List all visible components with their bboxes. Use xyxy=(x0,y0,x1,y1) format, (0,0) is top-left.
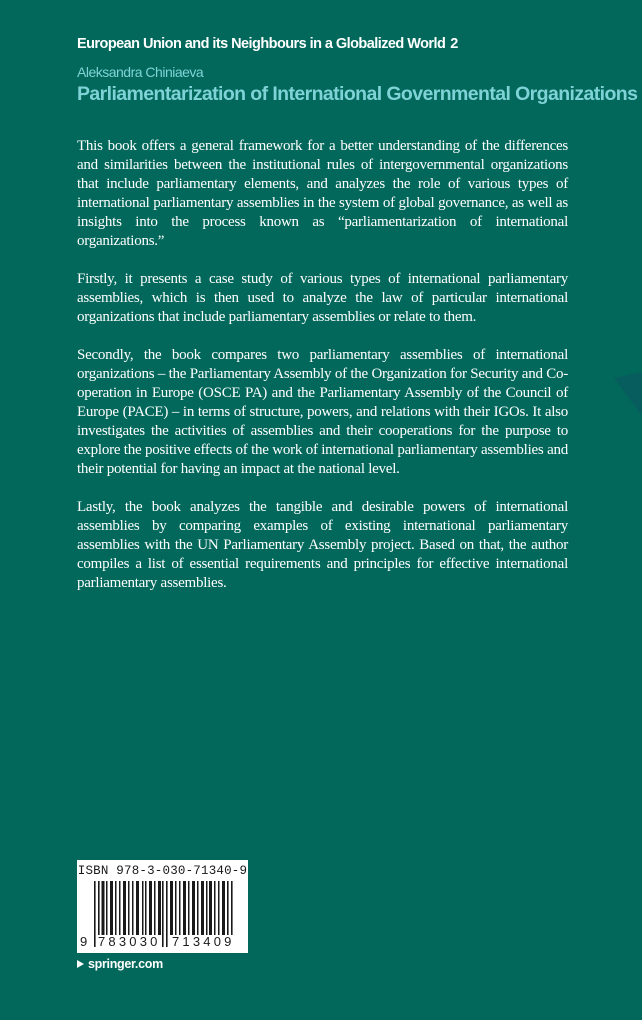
series-volume: 2 xyxy=(450,36,458,52)
blurb-paragraph-4: Lastly, the book analyzes the tangible and desirable powers of international assemblies by comparing examples of existing international parliamentary assemblies with the UN Parliamentary Assembly project. Based on that, the author compiles a list of essential requirements and principles for effective international parliamentary assemblies. xyxy=(77,499,568,591)
blurb xyxy=(77,137,568,612)
isbn-barcode xyxy=(77,860,248,953)
ean-left-digits: 783030 xyxy=(98,934,161,949)
ean-first-digit: 9 xyxy=(80,934,88,949)
series-title xyxy=(77,36,458,52)
series-name: European Union and its Neighbours in a Globalized World xyxy=(77,36,446,52)
ean-right-digits: 713409 xyxy=(172,934,235,949)
author-name: Aleksandra Chiniaeva xyxy=(77,64,204,80)
springer-link-text: springer.com xyxy=(88,957,163,971)
play-arrow-icon xyxy=(77,960,84,968)
blurb-paragraph-1: This book offers a general framework for a better understanding of the differences and similarities between the institutional rules of intergovernmental organizations that include parliamentary elements, and analyzes the role of various types of international parliamentary assemblies in the system of global governance, as well as insights into the process known as “parliamentarization of international organizations.” xyxy=(77,138,568,249)
blurb-paragraph-3: Secondly, the book compares two parliamentary assemblies of international organizations – the Parliamentary Assembly of the Organization for Security and Co-operation in Europe (OSCE PA) and the Parliamentary Assembly of the Council of Europe (PACE) – in terms of structure, powers, and relations with their IGOs. It also investigates the activities of assemblies and their cooperations for the purpose to explore the positive effects of the work of international parliamentary assemblies and their potential for having an impact at the national level. xyxy=(77,347,568,477)
blurb-paragraph-2: Firstly, it presents a case study of various types of international parliamentary assemblies, which is then used to analyze the law of particular international organizations that include parliamentary assemblies or relate to them. xyxy=(77,271,568,325)
book-title: Parliamentarization of International Governmental Organizations xyxy=(77,83,638,105)
springer-link[interactable] xyxy=(77,957,163,971)
isbn-label: ISBN 978-3-030-71340-9 xyxy=(77,864,248,878)
decorative-triangle xyxy=(612,372,642,420)
